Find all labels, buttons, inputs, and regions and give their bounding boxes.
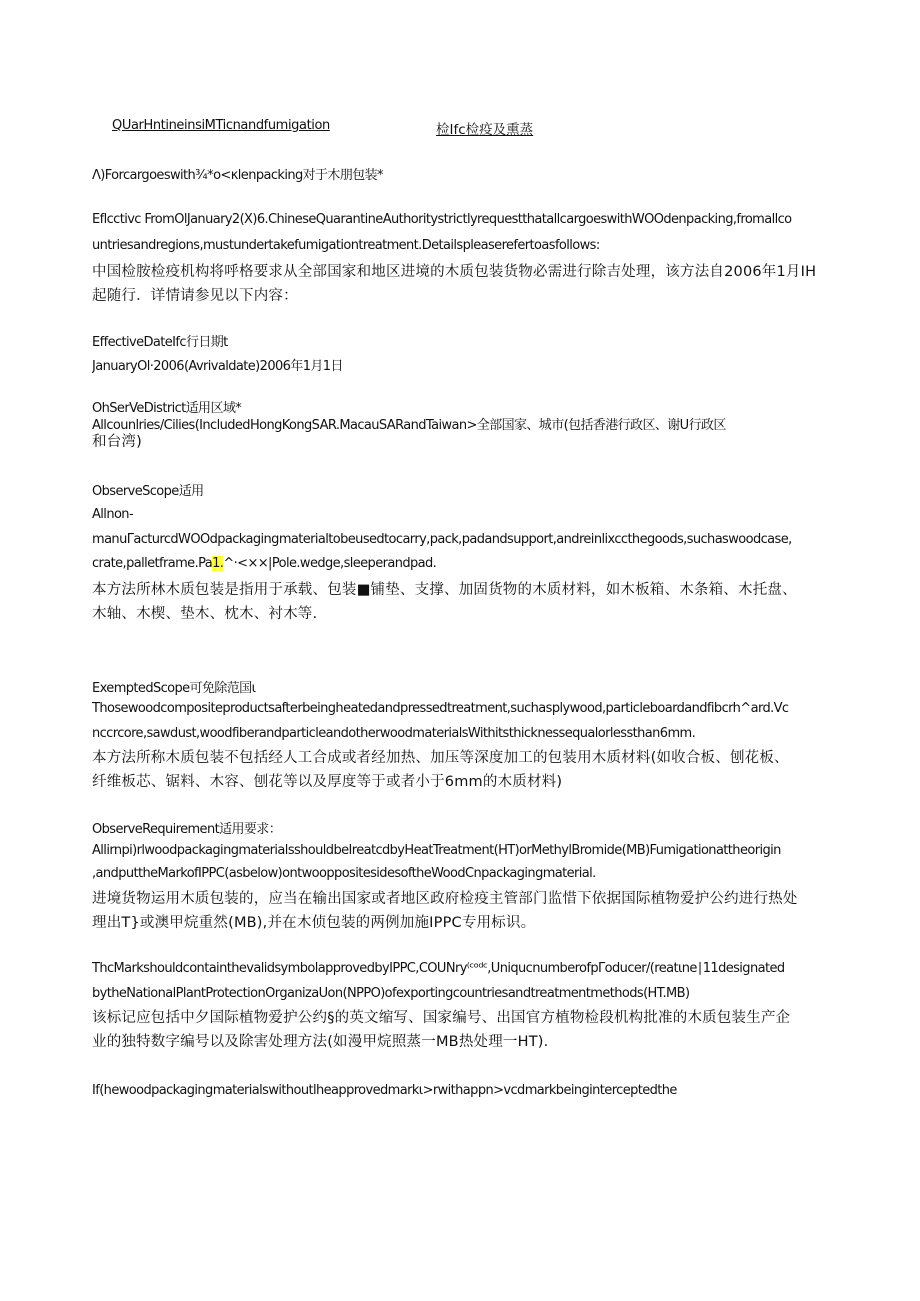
scope-zh-line-2: 木轴、木楔、垫木、枕木、衬木等. xyxy=(92,606,318,622)
effective-date-heading: EffectiveDateIfc行日期t xyxy=(92,335,228,350)
exempted-en-line-2: nccrcore,sawdust,woodfiberandparticleandotherwoodmaterialsWithitsthicknessequalorlessthan6mm. xyxy=(92,726,696,741)
scope-en-line-2: manuΓacturcdWOOdpackagingmaterialtobeusedtocarry,pack,padandsupport,andreinlixccthegoods,suchaswoodcase, xyxy=(92,532,792,547)
scope-en-line-3 xyxy=(92,556,832,571)
exempted-en-line-1: Thosewoodcompositeproductsafterbeingheatedandpressedtreatment,suchasplywood,particleboardandfibcrh^ard.Vc xyxy=(92,701,789,716)
mark-en-line-1: ThcMarkshouldcontainthevalidsymbolapprovedbyIPPC,COUNry⁽ᶜᵒᵈᶜ,UniqucnumberofpΓoducer/(reatιne∣11designated xyxy=(92,961,785,976)
intro-zh-line-1: 中国检胺检疫机构将呼格要求从全部国家和地区进境的木质包装货物必需进行除吉处理，该方法自2006年1月IH xyxy=(92,264,817,280)
closing-line: If(hewoodpackagingmaterialswithoutlheapprovedmarkι>rwithappn>vcdmarkbeinginterceptedthe xyxy=(92,1083,677,1098)
district-heading: OhSerVeDistrict适用区域* xyxy=(92,401,242,416)
requirement-en-line-1: Allirnpi)rlwoodpackagingmaterialsshouldbeIreatcdbyHeatTreatment(HT)orMethylBromide(MB)Fumigationattheorigin xyxy=(92,843,781,858)
intro-en-line-2: untriesandregions,mustundertakefumigationtreatment.Detailspleaserefertoasfollows: xyxy=(92,238,600,253)
title-chinese: 检Ifc检疫及熏蒸 xyxy=(436,122,534,138)
requirement-zh-line-1: 进境货物运用木质包装的，应当在输出国家或者地区政府检疫主管部门监惜下依据国际植物爱护公约进行热处 xyxy=(92,891,798,907)
exempted-zh-line-2: 纤维板芯、锯料、木容、刨花等以及厚度等于或者小于6mm的木质材料) xyxy=(92,774,563,790)
exempted-heading: ExemptedScope可免除范国ι xyxy=(92,681,256,696)
district-line-2: 和台湾) xyxy=(92,434,142,450)
requirement-zh-line-2: 理出T}或澳甲烷重然(MB),并在木侦包装的两例加施IPPC专用标识。 xyxy=(92,915,536,931)
mark-zh-line-2: 业的独特数字编号以及除害处理方法(如漫甲烷照蒸一MB热处理一HT). xyxy=(92,1034,549,1050)
effective-date-value: JanuaryOl·2006(Avrivaldate)2006年1月1日 xyxy=(92,359,343,374)
mark-zh-line-1: 该标记应包括中夕国际植物爱护公约§的英文缩写、国家编号、出国官方植物检段机构批准的木质包装生产企 xyxy=(92,1010,791,1026)
mark-en-line-2: bytheNationalPlantProtectionOrganizaUon(NPPO)ofexportingcountriesandtreatmentmethods(HT.MB) xyxy=(92,986,690,1001)
requirement-heading: ObserveRequirement适用要求： xyxy=(92,822,282,837)
intro-en-line-1: Eflcctivc FromOlJanuary2(X)6.ChineseQuarantineAuthoritystrictlyrequestthatallcargoeswithWOOdenpacking,fromallco xyxy=(92,212,792,227)
scope-heading: ObserveScope适用 xyxy=(92,484,204,499)
exempted-zh-line-1: 本方法所称木质包装不包括经人工合成或者经加热、加压等深度加工的包装用木质材料(如收合板、刨花板、 xyxy=(92,750,789,766)
section-a-heading: Λ)Forcargoeswith¾*o<κlenpacking对于木朋包装* xyxy=(92,168,383,183)
scope-en-line-3-post: ^·<××|Pole.wedge,sleeperandpad. xyxy=(223,556,437,571)
title-english: QUarHntineinsiMTicnandfumigation xyxy=(112,118,330,133)
scope-zh-line-1: 本方法所林木质包装是指用于承载、包装■铺垫、支撑、加固货物的木质材料，如木板箱、木条箱、木托盘、 xyxy=(92,582,797,598)
scope-en-line-3-pre: crate,palletframe.Pa xyxy=(92,556,213,571)
scope-en-line-1: Allnon- xyxy=(92,507,134,522)
requirement-en-line-2: ,andputtheMarkofIPPC(asbelow)ontwooppositesidesoftheWoodCnpackagingmaterial. xyxy=(92,866,596,881)
scope-highlight: 1. xyxy=(212,556,224,571)
district-line-1: Allcounlries/Cilies(IncludedHongKongSAR.MacauSARandTaiwan>全部国家、城市(包括香港行政区、谢U行政区 xyxy=(92,418,726,433)
intro-zh-line-2: 起随行．详情请参见以下内容： xyxy=(92,288,298,304)
